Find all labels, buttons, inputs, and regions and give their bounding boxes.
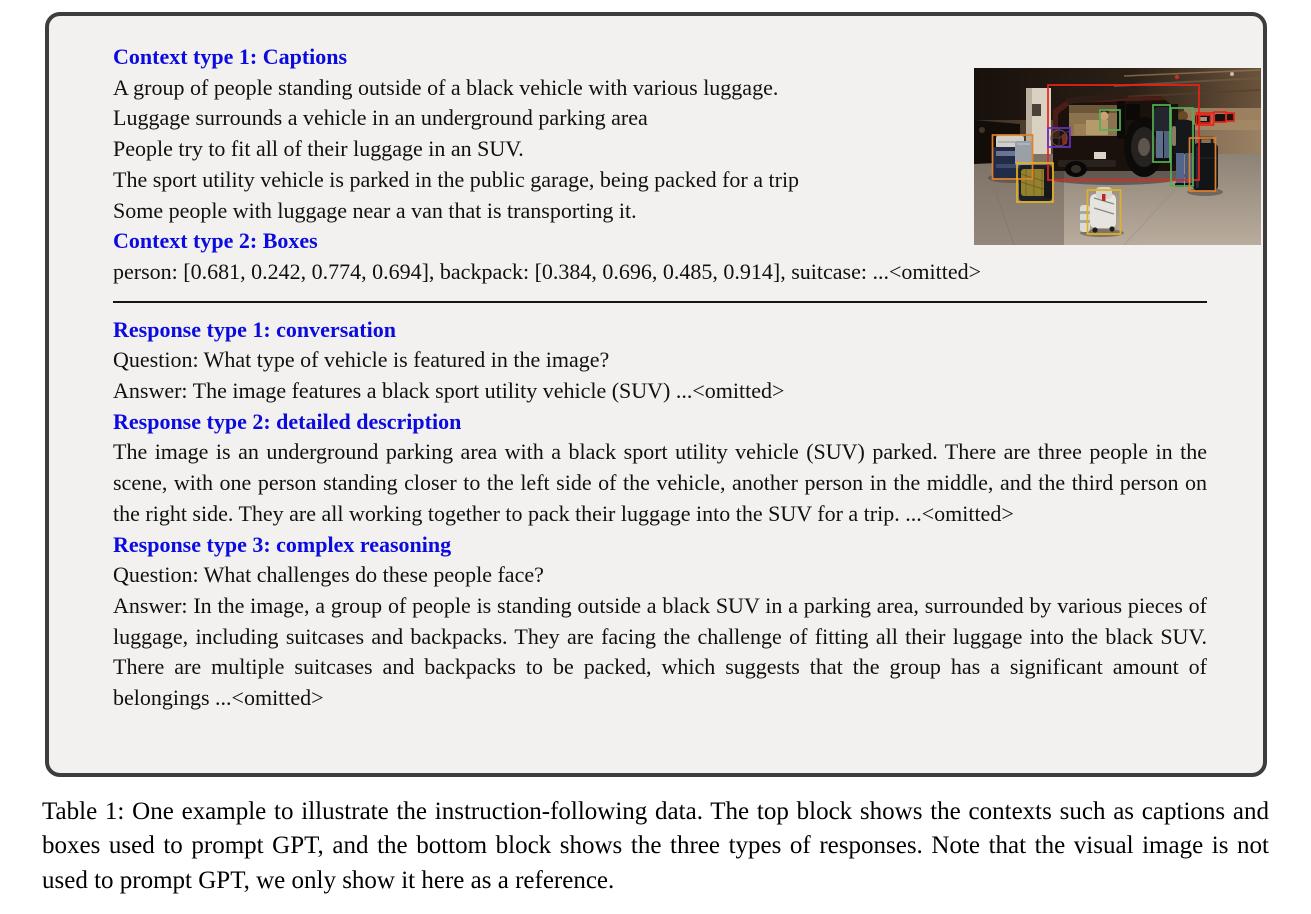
caption-line-3: People try to fit all of their luggage in an SUV. xyxy=(113,136,524,162)
response1-answer: Answer: The image features a black sport utility vehicle (SUV) ...<omitted> xyxy=(113,378,785,404)
context1-heading: Context type 1: Captions xyxy=(113,44,348,69)
example-panel xyxy=(45,12,1267,777)
caption-line-2: Luggage surrounds a vehicle in an underground parking area xyxy=(113,105,648,131)
panel-content xyxy=(113,42,1207,714)
response2-text: The image is an underground parking area with a black sport utility vehicle (SUV) parked. There are three people in the scene, with one person standing closer to the left side of the vehicle, another person in the middle, and the third person on the right side. They are all working together to pack their luggage into the SUV for a trip. ...<omitted> xyxy=(113,439,1207,526)
divider xyxy=(113,301,1207,303)
distant-car xyxy=(1227,114,1234,121)
context2-heading: Context type 2: Boxes xyxy=(113,228,318,254)
boxes-line: person: [0.681, 0.242, 0.774, 0.694], backpack: [0.384, 0.696, 0.485, 0.914], suitcase: ...<omitted> xyxy=(113,258,982,284)
caption-line-1: A group of people standing outside of a black vehicle with various luggage. xyxy=(113,74,779,100)
response1-question: Question: What type of vehicle is featured in the image? xyxy=(113,347,610,373)
ceiling-lamp xyxy=(1230,72,1234,76)
response2-heading: Response type 2: detailed description xyxy=(113,408,462,434)
distant-car xyxy=(1215,114,1226,122)
caption-line-5: Some people with luggage near a van that is transporting it. xyxy=(113,197,637,223)
table-caption: Table 1: One example to illustrate the instruction-following data. The top block shows the contexts such as captions and boxes used to prompt GPT, and the bottom block shows the three types of responses. Note that the visual image is not used to prompt GPT, we only show it here as a reference. xyxy=(42,798,1269,894)
response3-heading: Response type 3: complex reasoning xyxy=(113,531,452,557)
response3-answer: Answer: In the image, a group of people is standing outside a black SUV in a parking area, surrounded by various pieces of luggage, including suitcases and backpacks. They are facing the challenge of fitting all their luggage into the black SUV. There are multiple suitcases and backpacks to be packed, which suggests that the group has a significant amount of belongings ...<omitted> xyxy=(113,592,1207,711)
caption-line-4: The sport utility vehicle is parked in the public garage, being packed for a trip xyxy=(113,166,800,192)
response1-heading: Response type 1: conversation xyxy=(113,316,396,342)
response3-question: Question: What challenges do these people face? xyxy=(113,562,544,588)
